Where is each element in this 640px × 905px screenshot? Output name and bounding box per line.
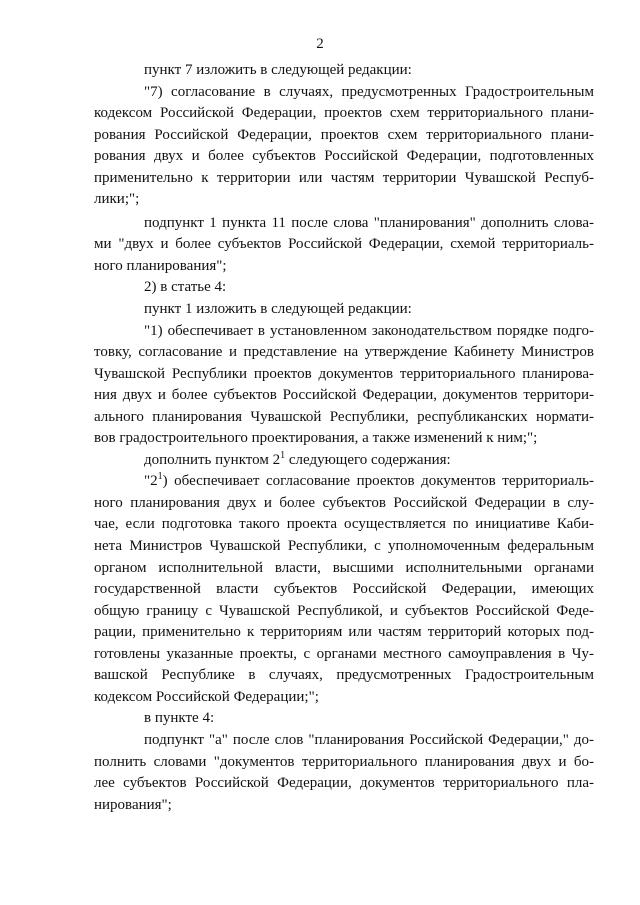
paragraph-line: готовлены указанные проекты, с органами местного самоуправления в Чу- (94, 645, 594, 662)
paragraph-line: ального планирования Чувашской Республики, республиканских нормати- (94, 408, 594, 425)
paragraph-line: органом исполнительной власти, высшими исполнительными органами (94, 559, 594, 576)
paragraph-line: кодексом Российской Федерации, проектов схем территориального плани- (94, 105, 594, 122)
paragraph-line: вашской Республике в случаях, предусмотренных Градостроительным (94, 667, 594, 684)
paragraph-line: лее субъектов Российской Федерации, документов территориального пла- (94, 775, 594, 792)
superscript: 1 (157, 471, 163, 483)
paragraph-line: в пункте 4: (144, 710, 215, 727)
paragraph-line: пункт 7 изложить в следующей редакции: (144, 62, 412, 78)
paragraph-line (94, 450, 594, 472)
paragraph-line: общую границу с Чувашской Республикой, и субъектов Российской Феде- (94, 602, 594, 619)
paragraph-line: ного планирования"; (94, 257, 227, 274)
paragraph-line: чае, если подготовка такого проекта осуществляется по инициативе Каби- (94, 516, 594, 533)
paragraph-line: нирования"; (94, 796, 172, 813)
line-text: дополнить пунктом 2 (144, 451, 281, 468)
paragraph-line: вов градостроительного проектирования, а также изменений к ним;"; (94, 430, 538, 447)
paragraph-line: нета Министров Чувашской Республики, с уполномоченным федеральным (94, 538, 594, 555)
paragraph-line: товку, согласование и представление на утверждение Кабинету Министров (94, 344, 594, 361)
paragraph-line: "1) обеспечивает в установленном законодательством порядке подго- (144, 322, 594, 339)
paragraph-line: подпункт 1 пункта 11 после слова "планирования" дополнить слова- (144, 214, 594, 231)
paragraph-line: рации, применительно к территориям или частям территорий которых под- (94, 624, 594, 641)
paragraph-line: кодексом Российской Федерации;"; (94, 688, 319, 705)
line-text: следующего содержания: (285, 451, 451, 468)
paragraph-line: рования двух и более субъектов Российской Федерации, подготовленных (94, 148, 594, 165)
paragraph-line: "7) согласование в случаях, предусмотренных Градостроительным (144, 83, 594, 100)
paragraph-line: Чувашской Республики проектов документов территориального планирова- (94, 365, 594, 382)
line-text: "2 (144, 473, 158, 490)
line-text: ) обеспечивает согласование проектов документов территориаль- (162, 473, 594, 490)
paragraph-line: пункт 1 изложить в следующей редакции: (144, 301, 412, 318)
paragraph-line: полнить словами "документов территориального планирования двух и бо- (94, 753, 594, 770)
page-number: 2 (316, 36, 324, 52)
paragraph-line: 2) в статье 4: (144, 279, 227, 296)
paragraph-line (94, 471, 594, 493)
paragraph-line: ния двух и более субъектов Российской Федерации, документов территори- (94, 387, 594, 404)
paragraph-line: ного планирования двух и более субъектов Российской Федерации в слу- (94, 494, 594, 511)
paragraph-line: рования Российской Федерации, проектов схем территориального плани- (94, 126, 594, 143)
paragraph-line: применительно к территории или частям территории Чувашской Респуб- (94, 169, 594, 186)
paragraph-line: ми "двух и более субъектов Российской Федерации, схемой территориаль- (94, 236, 594, 253)
superscript: 1 (280, 449, 286, 461)
paragraph-line: лики;"; (94, 191, 140, 208)
paragraph-line: государственной власти субъектов Российской Федерации, имеющих (94, 581, 594, 598)
document-body (94, 60, 594, 816)
paragraph-line: подпункт "а" после слов "планирования Российской Федерации," до- (144, 731, 594, 748)
